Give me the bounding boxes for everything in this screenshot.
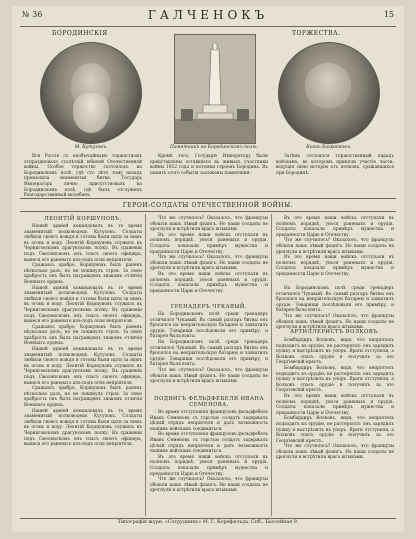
header-rule	[20, 26, 396, 27]
section-rule-2	[20, 211, 396, 212]
intro-col-middle: Кромѣ того, Государю Императору были представлены оставшіеся въ живыхъ участники войны 1812 года и потомки героевъ Бородина. Въ память этого событія заложены памятники.	[150, 154, 268, 176]
magazine-title: ГАЛЧЕНОКЪ	[147, 8, 269, 22]
printer-footer: Типографія журн. «Сотрудникъ» М. Г. Корнфельда. Спб., Бассейная 9.	[117, 520, 299, 525]
left-top-caption: БОРОДИНСКІЯ	[52, 30, 108, 37]
main-section-title: ГЕРОИ-СОЛДАТЫ ОТЕЧЕСТВЕННОЙ ВОЙНЫ.	[122, 202, 294, 209]
section-4-title: АРТИЛЛЕРИСТЪ ВОЛКОВЪ.	[290, 329, 380, 335]
section-3-title: ПОДВИГЪ ФЕЛЬДФЕБЕЛЯ ИВАНА СЕМЕНОВА.	[154, 396, 264, 408]
section-rule	[20, 198, 396, 199]
page-header	[12, 6, 404, 26]
page-number: 15	[383, 10, 394, 19]
right-photo-caption: Князь Багратіонъ.	[306, 145, 352, 150]
column-divider-2	[271, 214, 272, 516]
center-photo-caption: Памятникъ на Бородинскомъ полѣ.	[170, 145, 258, 150]
right-col-mid: На Бородинскомъ полѣ среди гренадеръ отличился Чукавый. Въ самый разгаръ битвы онъ бросился на непріятельскую батарею и захватилъ орудіе. Товарищи послѣдовали его примѣру, и батарея была взята. Что же случилось? Оказалось, что французы обошли нашъ лѣвый флангъ. Но наши солдаты не дрогнули и встрѣтили врага штыками.	[276, 286, 394, 331]
left-photo-caption: М. Кутузовъ.	[74, 145, 108, 150]
issue-number: № 36	[22, 10, 43, 19]
column-divider-1	[145, 214, 146, 516]
section-3-body: Во время отступленія французовъ фельдфебель Иванъ Семеновъ съ горстью солдатъ задержалъ цѣлый отрядъ непріятеля и далъ возможность нашимъ войскамъ соединиться. Во время отступленія французовъ фельдфебель Иванъ Семеновъ съ горстью солдатъ задержалъ цѣлый отрядъ непріятеля и далъ возможность нашимъ войскамъ соединиться. Въ это время наши войска отступали въ полномъ порядкѣ, унося раненыхъ и орудія. Солдаты показали примѣръ мужества и преданности Царю и Отечеству. Что же случилось? Оказалось, что французы обошли нашъ лѣвый флангъ. Но наши солдаты не дрогнули и встрѣтили врага штыками.	[150, 410, 268, 494]
middle-col-top: Что же случилось? Оказалось, что французы обошли нашъ лѣвый флангъ. Но наши солдаты не дрогнули и встрѣтили врага штыками. Въ это время наши войска отступали въ полномъ порядкѣ, унося раненыхъ и орудія. Солдаты показали примѣръ мужества и преданности Царю и Отечеству. Что же случилось? Оказалось, что французы обошли нашъ лѣвый флангъ. Но наши солдаты не дрогнули и встрѣтили врага штыками. Въ это время наши войска отступали въ полномъ порядкѣ, унося раненыхъ и орудія. Солдаты показали примѣръ мужества и преданности Царю и Отечеству.	[150, 216, 268, 294]
intro-col-left: Вся Россія съ необычайнымъ торжествомъ отпраздновала столѣтній юбилей Отечественной войны. Особое торжество состоялось на Бородинскомъ полѣ, гдѣ сто лѣтъ тому назадъ произошла знаменитая битва. Государь Императоръ лично присутствовалъ на Бородинскомъ полѣ, гдѣ былъ отслуженъ благодарственный молебенъ.	[24, 154, 142, 199]
intro-col-right: Затѣмъ состоялся торжественный парадъ войскамъ, въ которомъ приняли участіе части, ведущія свою исторію отъ полковъ, сражавшихся при Бородинѣ.	[276, 154, 394, 176]
section-4-body: Бомбардиръ Волковъ, видя, что непріятель подходитъ къ орудію, не растерялся: онъ зарядилъ пушку и выстрѣлилъ въ упоръ. Враги отступили, а Волковъ спасъ орудіе и получилъ за это Георгіевскій крестъ. Бомбардиръ Волковъ, видя, что непріятель подходитъ къ орудію, не растерялся: онъ зарядилъ пушку и выстрѣлилъ въ упоръ. Враги отступили, а Волковъ спасъ орудіе и получилъ за это Георгіевскій крестъ. Въ это время наши войска отступали въ полномъ порядкѣ, унося раненыхъ и орудія. Солдаты показали примѣръ мужества и преданности Царю и Отечеству. Бомбардиръ Волковъ, видя, что непріятель подходитъ къ орудію, не растерялся: онъ зарядилъ пушку и выстрѣлилъ въ упоръ. Враги отступили, а Волковъ спасъ орудіе и получилъ за это Георгіевскій крестъ. Что же случилось? Оказалось, что французы обошли нашъ лѣвый флангъ. Но наши солдаты не дрогнули и встрѣтили врага штыками.	[276, 338, 394, 461]
portrait-left	[40, 42, 142, 144]
section-1-title: ЛЕОНТІЙ КОРШУНОВЪ.	[44, 216, 122, 222]
right-col-top: Въ это время наши войска отступали въ полномъ порядкѣ, унося раненыхъ и орудія. Солдаты показали примѣръ мужества и преданности Царю и Отечеству. Что же случилось? Оказалось, что французы обошли нашъ лѣвый флангъ. Но наши солдаты не дрогнули и встрѣтили врага штыками. Въ это время наши войска отступали въ полномъ порядкѣ, унося раненыхъ и орудія. Солдаты показали примѣръ мужества и преданности Царю и Отечеству.	[276, 216, 394, 277]
section-1-body: Нашей армiей командовалъ въ то время знаменитый полководецъ Кутузовъ. Солдаты любили своего вождя и готовы были идти за нимъ въ огонь и воду. Леонтій Коршуновъ служилъ въ Черниговскомъ драгунскомъ полку. Въ сраженіи подъ Смоленскомъ онъ спасъ своего офицера, вынеся его раненаго изъ-подъ огня непріятеля. Сражаясь храбро, Коршуновъ былъ раненъ нѣсколько разъ, но не покинулъ строя. За свою храбрость онъ былъ награжденъ знакомъ отличія Военнаго ордена. Нашей армiей командовалъ въ то время знаменитый полководецъ Кутузовъ. Солдаты любили своего вождя и готовы были идти за нимъ въ огонь и воду. Леонтій Коршуновъ служилъ въ Черниговскомъ драгунскомъ полку. Въ сраженіи подъ Смоленскомъ онъ спасъ своего офицера, вынеся его раненаго изъ-подъ огня непріятеля. Сражаясь храбро, Коршуновъ былъ раненъ нѣсколько разъ, но не покинулъ строя. За свою храбрость онъ былъ награжденъ знакомъ отличія Военнаго ордена. Нашей армiей командовалъ въ то время знаменитый полководецъ Кутузовъ. Солдаты любили своего вождя и готовы были идти за нимъ въ огонь и воду. Леонтій Коршуновъ служилъ въ Черниговскомъ драгунскомъ полку. Въ сраженіи подъ Смоленскомъ онъ спасъ своего офицера, вынеся его раненаго изъ-подъ огня непріятеля. Сражаясь храбро, Коршуновъ былъ раненъ нѣсколько разъ, но не покинулъ строя. За свою храбрость онъ былъ награжденъ знакомъ отличія Военнаго ордена. Нашей армiей командовалъ въ то время знаменитый полководецъ Кутузовъ. Солдаты любили своего вождя и готовы были идти за нимъ въ огонь и воду. Леонтій Коршуновъ служилъ въ Черниговскомъ драгунскомъ полку. Въ сраженіи подъ Смоленскомъ онъ спасъ своего офицера, вынеся его раненаго изъ-подъ огня непріятеля.	[24, 224, 142, 448]
portrait-right	[278, 42, 380, 144]
right-top-caption: ТОРЖЕСТВА.	[292, 30, 341, 37]
monument-photo	[174, 34, 256, 144]
section-2-title: ГРЕНАДЕРЪ ЧУКАВЫЙ.	[170, 304, 248, 310]
magazine-page	[12, 6, 404, 532]
footer-rule	[20, 518, 396, 519]
section-2-body: На Бородинскомъ полѣ среди гренадеръ отличился Чукавый. Въ самый разгаръ битвы онъ бросился на непріятельскую батарею и захватилъ орудіе. Товарищи послѣдовали его примѣру, и батарея была взята. На Бородинскомъ полѣ среди гренадеръ отличился Чукавый. Въ самый разгаръ битвы онъ бросился на непріятельскую батарею и захватилъ орудіе. Товарищи послѣдовали его примѣру, и батарея была взята. Что же случилось? Оказалось, что французы обошли нашъ лѣвый флангъ. Но наши солдаты не дрогнули и встрѣтили врага штыками.	[150, 312, 268, 385]
